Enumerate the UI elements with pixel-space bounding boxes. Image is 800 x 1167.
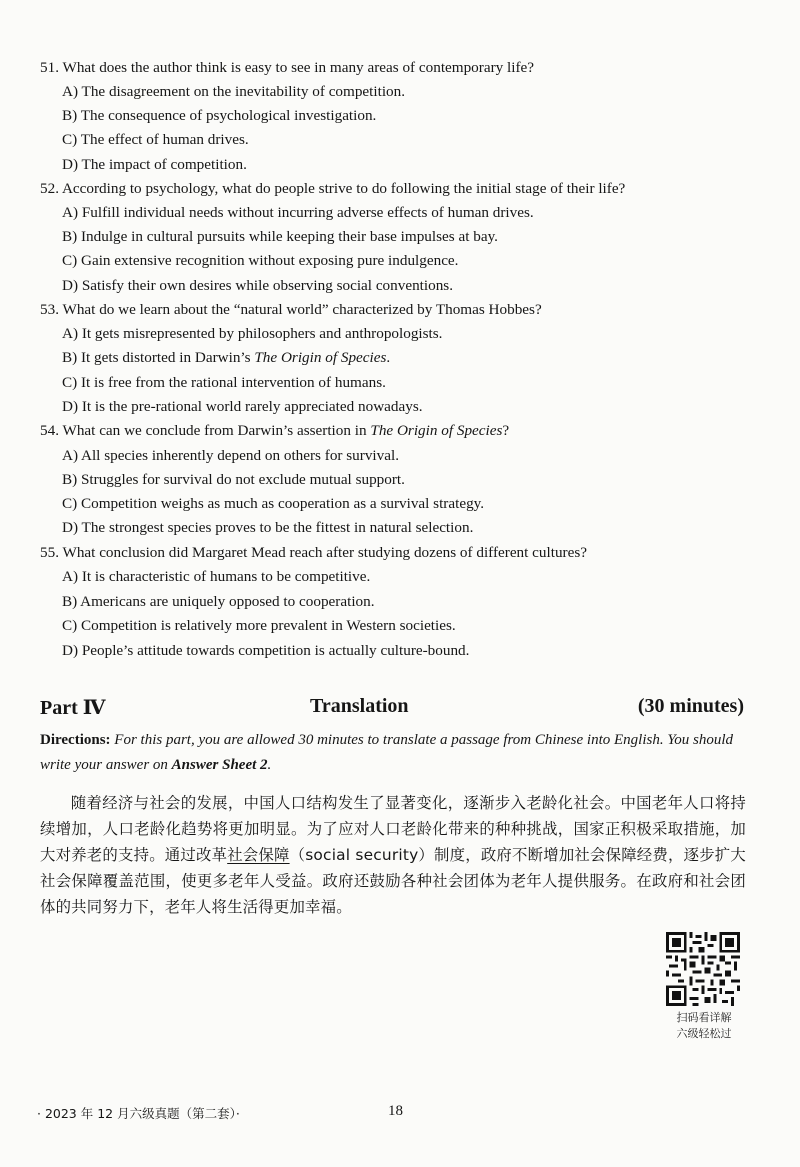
passage-text-end: （social security）制度，政府不断增加社会保障经费，逐步扩大社会保障覆盖范围，使更多老年人受益。政府还鼓励各种社会团体为老年人提供服务。在政府和社会团体的共同努力下，老年人将生活得更加幸福。 [40,846,746,916]
directions-text: For this part, you are allowed 30 minutes to translate a passage from Chinese into English. You should write your answer on [40,732,734,773]
question-51-option-d: D) The impact of competition. [62,156,247,173]
part-time: (30 minutes) [637,695,744,717]
question-53-option-b [62,348,390,368]
question-55-option-a: A) It is characteristic of humans to be competitive. [62,568,371,585]
question-53-option-a: A) It gets misrepresented by philosophers and anthropologists. [62,325,443,342]
option-text: B) It gets distorted in Darwin’s [62,349,255,366]
footer-exam-label: · 2023 年 12 月六级真题（第二套）· [37,1106,240,1121]
question-54-stem [40,421,509,441]
qr-code-icon[interactable] [666,932,740,1006]
qr-caption-line-1: 扫码看详解 [676,1011,732,1024]
translation-passage [40,790,746,920]
part-header [40,695,744,723]
directions-label: Directions: [40,732,111,748]
question-53-option-d: D) It is the pre-rational world rarely appreciated nowadays. [62,398,423,415]
directions [40,728,745,778]
question-55-option-b: B) Americans are uniquely opposed to cooperation. [62,593,375,610]
stem-text-end: ? [502,422,510,439]
question-52-option-a: A) Fulfill individual needs without incurring adverse effects of human drives. [62,204,534,221]
page-number: 18 [388,1103,403,1119]
question-51-option-a: A) The disagreement on the inevitability of competition. [62,83,406,100]
book-title: The Origin of Species [254,349,387,366]
part-title: Translation [310,695,409,717]
question-51-option-b: B) The consequence of psychological investigation. [62,107,377,124]
question-53-stem: 53. What do we learn about the “natural world” characterized by Thomas Hobbes? [40,301,542,318]
question-54-option-d: D) The strongest species proves to be the fittest in natural selection. [62,519,474,536]
qr-caption-line-2: 六级轻松过 [676,1027,732,1040]
question-54-option-c: C) Competition weighs as much as cooperation as a survival strategy. [62,495,485,512]
option-text-end: . [386,349,391,366]
book-title: The Origin of Species [370,422,503,439]
directions-end: . [267,757,272,773]
question-54-option-b: B) Struggles for survival do not exclude mutual support. [62,471,405,488]
question-52-stem: 52. According to psychology, what do people strive to do following the initial stage of their life? [40,180,626,197]
qr-caption [664,1010,744,1042]
question-52-option-b: B) Indulge in cultural pursuits while keeping their base impulses at bay. [62,228,498,245]
question-55-stem: 55. What conclusion did Margaret Mead reach after studying dozens of different cultures? [40,544,587,561]
question-54-option-a: A) All species inherently depend on others for survival. [62,447,399,464]
question-53-option-c: C) It is free from the rational intervention of humans. [62,374,386,391]
question-51-option-c: C) The effect of human drives. [62,131,249,148]
question-55-option-c: C) Competition is relatively more prevalent in Western societies. [62,617,456,634]
passage-text: 随着经济与社会的发展，中国人口结构发生了显著变化，逐渐步入老龄化社会。中国老年人口将持续增加，人口老龄化趋势将更加明显。为了应对人口老龄化带来的种种挑战，国家正积极采取措施，加大对养老的支持。通过改革 [40,794,746,864]
question-52-option-d: D) Satisfy their own desires while observing social conventions. [62,277,454,294]
question-51-stem: 51. What does the author think is easy to see in many areas of contemporary life? [40,59,535,76]
underlined-term: 社会保障 [227,846,290,864]
answer-sheet-label: Answer Sheet 2 [171,757,268,773]
stem-text: 54. What can we conclude from Darwin’s assertion in [40,422,371,439]
question-55-option-d: D) People’s attitude towards competition is actually culture-bound. [62,642,470,659]
question-52-option-c: C) Gain extensive recognition without exposing pure indulgence. [62,252,459,269]
part-label: Part Ⅳ [40,697,106,719]
